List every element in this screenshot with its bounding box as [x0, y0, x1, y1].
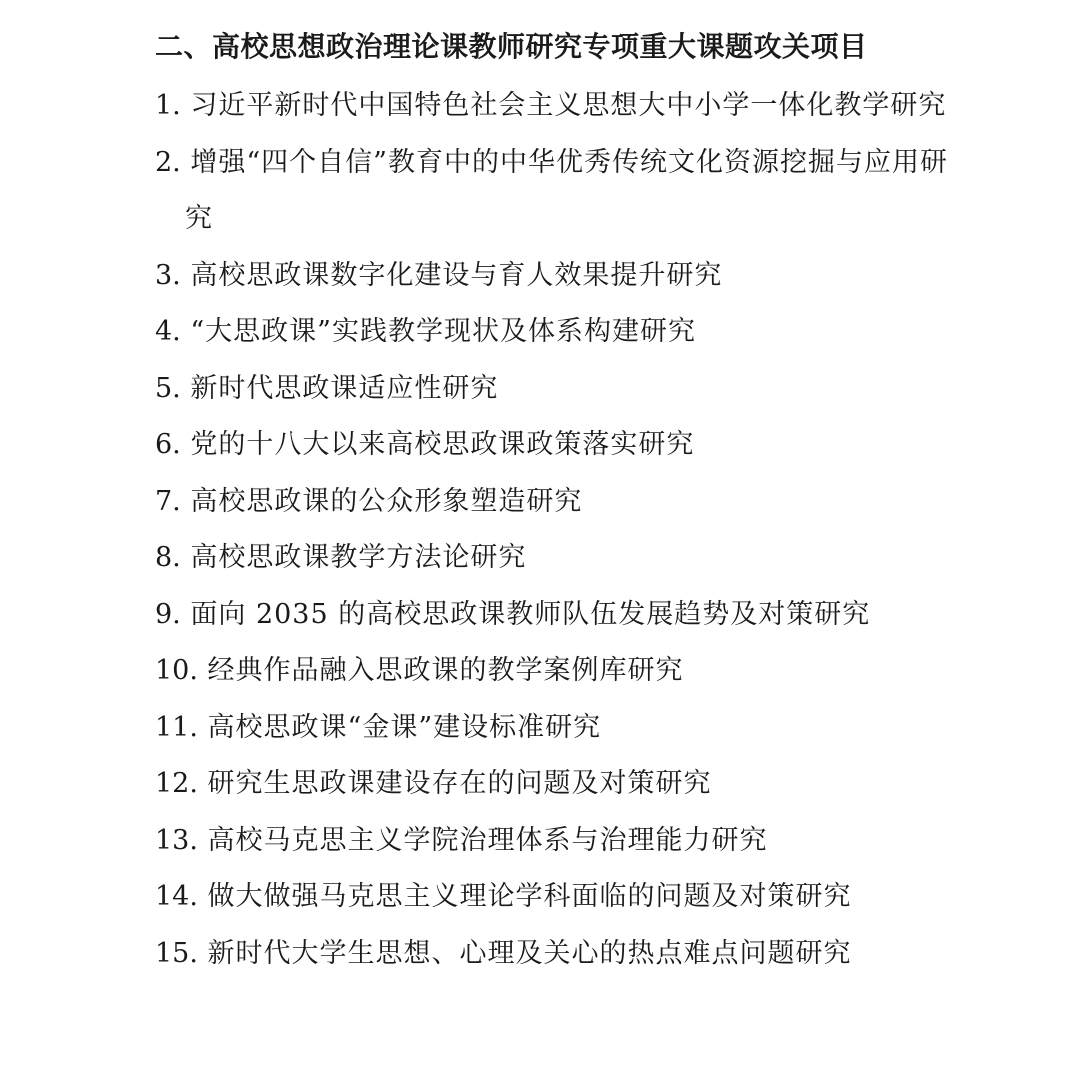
item-text: 面向 2035 的高校思政课教师队伍发展趋势及对策研究: [190, 598, 871, 630]
list-item: [155, 756, 951, 813]
project-list: [155, 78, 951, 982]
item-number: 1.: [155, 90, 181, 121]
item-number: 7.: [155, 485, 181, 517]
list-item: [155, 135, 951, 248]
item-text: 高校思政课的公众形象塑造研究: [190, 485, 583, 517]
list-item: [155, 700, 951, 757]
item-number: 15.: [155, 937, 198, 969]
item-number: 8.: [155, 542, 181, 573]
item-text: 做大做强马克思主义理论学科面临的问题及对策研究: [207, 881, 852, 912]
item-text: 新时代大学生思想、心理及关心的热点难点问题研究: [207, 937, 852, 969]
item-number: 11.: [155, 711, 198, 743]
item-text: 高校思政课数字化建设与育人效果提升研究: [190, 259, 723, 291]
item-number: 9.: [155, 598, 181, 630]
item-number: 2.: [155, 146, 181, 178]
list-item: [155, 869, 951, 926]
item-number: 4.: [155, 316, 181, 347]
item-number: 12.: [155, 768, 198, 799]
item-number: 10.: [155, 655, 198, 686]
list-item: [155, 813, 951, 870]
item-text: 习近平新时代中国特色社会主义思想大中小学一体化教学研究: [190, 90, 947, 121]
item-text: 高校思政课“金课”建设标准研究: [207, 711, 602, 743]
item-text: 新时代思政课适应性研究: [190, 372, 499, 404]
item-text: 经典作品融入思政课的教学案例库研究: [207, 655, 684, 686]
item-text: “大思政课”实践教学现状及体系构建研究: [190, 316, 696, 347]
item-number: 13.: [155, 824, 198, 856]
list-item: [155, 474, 951, 531]
list-item: [155, 417, 951, 474]
item-text: 高校马克思主义学院治理体系与治理能力研究: [207, 824, 768, 856]
item-text: 研究生思政课建设存在的问题及对策研究: [207, 768, 712, 799]
list-item: [155, 530, 951, 587]
list-item: [155, 361, 951, 418]
item-text: 党的十八大以来高校思政课政策落实研究: [190, 429, 695, 460]
item-text: 增强“四个自信”教育中的中华优秀传统文化资源挖掘与应用研究: [185, 146, 948, 234]
list-item: [155, 248, 951, 305]
list-item: [155, 304, 951, 361]
list-item: [155, 587, 951, 644]
item-text: 高校思政课教学方法论研究: [190, 542, 527, 573]
item-number: 6.: [155, 429, 181, 460]
item-number: 5.: [155, 372, 181, 404]
section-heading: 二、高校思想政治理论课教师研究专项重大课题攻关项目: [155, 30, 868, 63]
item-number: 14.: [155, 881, 198, 912]
item-number: 3.: [155, 259, 181, 291]
list-item: [155, 926, 951, 983]
list-item: [155, 643, 951, 700]
list-item: [155, 78, 951, 135]
